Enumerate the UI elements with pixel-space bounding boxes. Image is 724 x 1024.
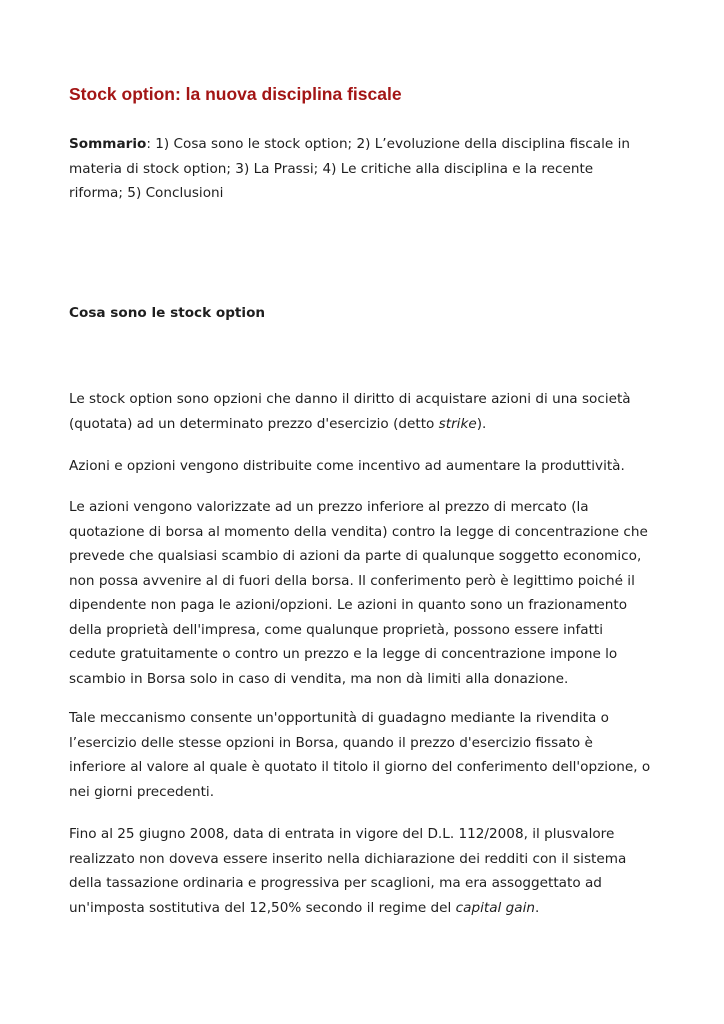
paragraph-3-line: quotazione di borsa al momento della vendita) contro la legge di concentrazione che bbox=[69, 523, 648, 540]
paragraph-4-line: nei giorni precedenti. bbox=[69, 783, 215, 800]
paragraph-5 bbox=[69, 822, 659, 920]
paragraph-3-line: dipendente non paga le azioni/opzioni. Le azioni in quanto sono un frazionamento bbox=[69, 597, 628, 613]
paragraph-3-line: prevede che qualsiasi scambio di azioni da parte di qualunque soggetto economico, bbox=[69, 548, 642, 564]
paragraph-4-line: l’esercizio delle stesse opzioni in Borsa, quando il prezzo d'esercizio fissato è bbox=[69, 734, 593, 751]
section-heading: Cosa sono le stock option bbox=[69, 305, 266, 321]
paragraph-4-line: Tale meccanismo consente un'opportunità di guadagno mediante la rivendita o bbox=[69, 710, 609, 726]
paragraph-5-line-4-after: . bbox=[534, 899, 540, 916]
document-title: Stock option: la nuova disciplina fiscale bbox=[69, 84, 402, 104]
summary-line-1 bbox=[69, 132, 659, 157]
paragraph-5-line-4-before: un'imposta sostitutiva del 12,50% secondo il regime del bbox=[69, 899, 456, 916]
paragraph-5-line-3: della tassazione ordinaria e progressiva per scaglioni, ma era assoggettato ad bbox=[69, 875, 602, 891]
paragraph-5-line-1: Fino al 25 giugno 2008, data di entrata in vigore del D.L. 112/2008, il plusvalore bbox=[69, 826, 615, 842]
paragraph-3-line: cedute gratuitamente o contro un prezzo e la legge di concentrazione impone lo bbox=[69, 646, 618, 662]
summary-line-1-text: : 1) Cosa sono le stock option; 2) L’evoluzione della disciplina fiscale in bbox=[146, 136, 630, 152]
summary bbox=[69, 132, 659, 206]
capital-gain-term: capital gain bbox=[455, 899, 535, 916]
summary-line-3: riforma; 5) Conclusioni bbox=[69, 185, 224, 201]
summary-line-2: materia di stock option; 3) La Prassi; 4) Le critiche alla disciplina e la recente bbox=[69, 160, 594, 177]
paragraph-5-line-2: realizzato non doveva essere inserito nella dichiarazione dei redditi con il sistema bbox=[69, 850, 627, 867]
paragraph-3 bbox=[69, 495, 659, 691]
paragraph-4-line: inferiore al valore al quale è quotato il titolo il giorno del conferimento dell'opzione, o bbox=[69, 759, 651, 775]
paragraph-5-line-4 bbox=[69, 896, 659, 921]
paragraph-1 bbox=[69, 387, 659, 436]
summary-label: Sommario bbox=[69, 136, 147, 152]
paragraph-3-line: Le azioni vengono valorizzate ad un prezzo inferiore al prezzo di mercato (la bbox=[69, 499, 589, 515]
paragraph-3-line: non possa avvenire al di fuori della borsa. Il conferimento però è legittimo poiché il bbox=[69, 572, 635, 589]
strike-term: strike bbox=[438, 415, 477, 432]
paragraph-1-line-2-after: ). bbox=[476, 415, 487, 432]
paragraph-3-line: della proprietà dell'impresa, come qualunque proprietà, possono essere infatti bbox=[69, 621, 604, 638]
paragraph-2-line-1: Azioni e opzioni vengono distribuite come incentivo ad aumentare la produttività. bbox=[69, 458, 625, 474]
paragraph-1-line-2 bbox=[69, 412, 659, 437]
paragraph-3-line: scambio in Borsa solo in caso di vendita, ma non dà limiti alla donazione. bbox=[69, 670, 569, 687]
paragraph-2 bbox=[69, 454, 659, 479]
paragraph-1-line-1: Le stock option sono opzioni che danno il diritto di acquistare azioni di una società bbox=[69, 391, 631, 407]
paragraph-1-line-2-before: (quotata) ad un determinato prezzo d'esercizio (detto bbox=[69, 415, 439, 432]
paragraph-4 bbox=[69, 706, 659, 804]
